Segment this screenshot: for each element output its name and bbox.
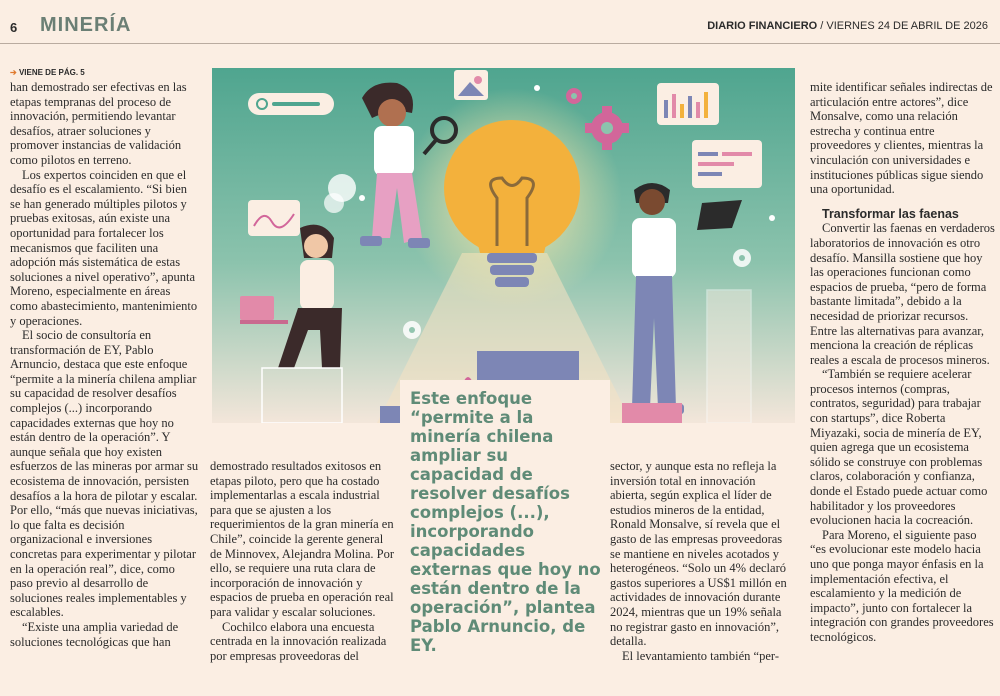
continued-from <box>10 68 85 77</box>
publication-name: DIARIO FINANCIERO <box>707 20 818 32</box>
paragraph: Convertir las faenas en verdaderos laboratorios de innovación es otro desafío. Mansilla sostiene que hoy las operaciones funcionan como espacios de prueba, “pero de forma bastante limitada”, debido a la necesidad de priorizar recursos. Entre las alternativas para avanzar, menciona la creación de réplicas reales a escala de procesos mineros. <box>810 221 995 367</box>
continued-label: VIENE DE PÁG. 5 <box>18 68 85 77</box>
paragraph: “Existe una amplia variedad de soluciones tecnológicas que han <box>10 619 179 649</box>
article-column-1 <box>10 80 200 649</box>
article-column-3 <box>610 459 795 663</box>
illustration <box>212 68 795 423</box>
arrow-icon: ➔ <box>10 68 17 77</box>
pullquote: Este enfoque “permite a la minería chilena ampliar su capacidad de resolver desafíos complejos (...), incorporando capacidades externas que hoy no están dentro de la operación”, plantea Pablo Arnuncio, de EY. <box>410 389 601 655</box>
paragraph: han demostrado ser efectivas en las etapas tempranas del proceso de innovación, permitiendo levantar desafíos, atraer soluciones y promover instancias de validación como pilotos en terreno. <box>10 80 187 167</box>
paragraph: “También se requiere acelerar procesos internos (compras, contratos, seguridad) para trabajar con startups”, dice Roberta Miyazaki, socia de minería de EY, quien agrega que un ecosistema sólido se construye con problemas claros, colaboración y confianza, donde el Estado puede actuar como habilitador y los proveedores evolucionen hacia la cocreación. <box>810 367 988 528</box>
paragraph: Para Moreno, el siguiente paso “es evolucionar este modelo hacia uno que ponga mayor énfasis en la implementación efectiva, el escalamiento y la medición de impacto”, junto con fortalecer la integración con grandes proveedores tecnológicos. <box>810 527 994 644</box>
search-bar-icon <box>248 93 334 115</box>
paragraph: Cochilco elabora una encuesta centrada en la innovación realizada por empresas proveedoras del <box>210 619 387 663</box>
page-header <box>0 0 1000 44</box>
image-icon <box>454 70 488 100</box>
paragraph: sector, y aunque esta no refleja la inversión total en innovación abierta, según explica el líder de estudios mineros de la entidad, Ronald Monsalve, sí revela que el gasto de las empresas proveedoras se mantiene en niveles acotados y heterogéneos. “Solo un 4% declaró gastos superiores a US$1 millón en actividades de innovación durante 2024, mientras que un 19% señala no registrar gasto en innovación”, detalla. <box>610 459 787 649</box>
paragraph: Los expertos coinciden en que el desafío es el escalamiento. “Si bien se han generado múltiples pilotos y pruebas exitosas, aún existe una oportunidad para fortalecer los mecanismos que faciliten una adopción más sistemática de estas soluciones a nivel operativo”, apunta Moreno, especialmente en áreas como abastecimiento, mantenimiento y operaciones. <box>10 167 198 328</box>
paragraph: El socio de consultoría en transformación de EY, Pablo Arnuncio, destaca que este enfoque “permite a la minería chilena ampliar su capacidad de resolver desafíos complejos (...) incorporando capacidades externas que hoy no están dentro de la operación”. Y aunque señala que hoy existen esfuerzos de las mineras por armar su ecosistema de innovación, persisten desafíos a la hora de pilotar y escalar. Por ello, “más que nuevas iniciativas, lo que falta es decisión organizacional e inversiones concretas para experimentar y pilotar en la operación real”, dice, como paso previo al desarrollo de soluciones reales implementables y escalables. <box>10 328 199 620</box>
chart-icon <box>657 83 719 125</box>
paragraph: demostrado resultados exitosos en etapas piloto, pero que ha costado implementarlas a escala industrial para que se ajusten a los requerimientos de la gran minería en Chile”, coincide la gerente general de Minnovex, Alejandra Molina. Por ello, se requiere una ruta clara de incorporación de innovación y espacios de prueba en operación real para validar y escalar soluciones. <box>210 459 394 619</box>
code-window-icon <box>692 140 762 188</box>
chart-icon <box>248 200 300 236</box>
issue-date: / VIERNES 24 DE ABRIL DE 2026 <box>817 20 988 32</box>
article-column-4 <box>810 80 995 645</box>
paragraph: mite identificar señales indirectas de articulación entre actores”, dice Monsalve, como una relación estrecha y continua entre proveedores y clientes, mientras la vinculación con universidades e instituciones públicas sigue siendo una oportunidad. <box>810 80 993 197</box>
masthead <box>707 20 988 32</box>
paragraph: El levantamiento también “per- <box>622 648 779 663</box>
section-title: MINERÍA <box>40 14 132 36</box>
subheading: Transformar las faenas <box>822 206 959 221</box>
article-column-2 <box>210 459 395 663</box>
page-number: 6 <box>10 20 18 35</box>
